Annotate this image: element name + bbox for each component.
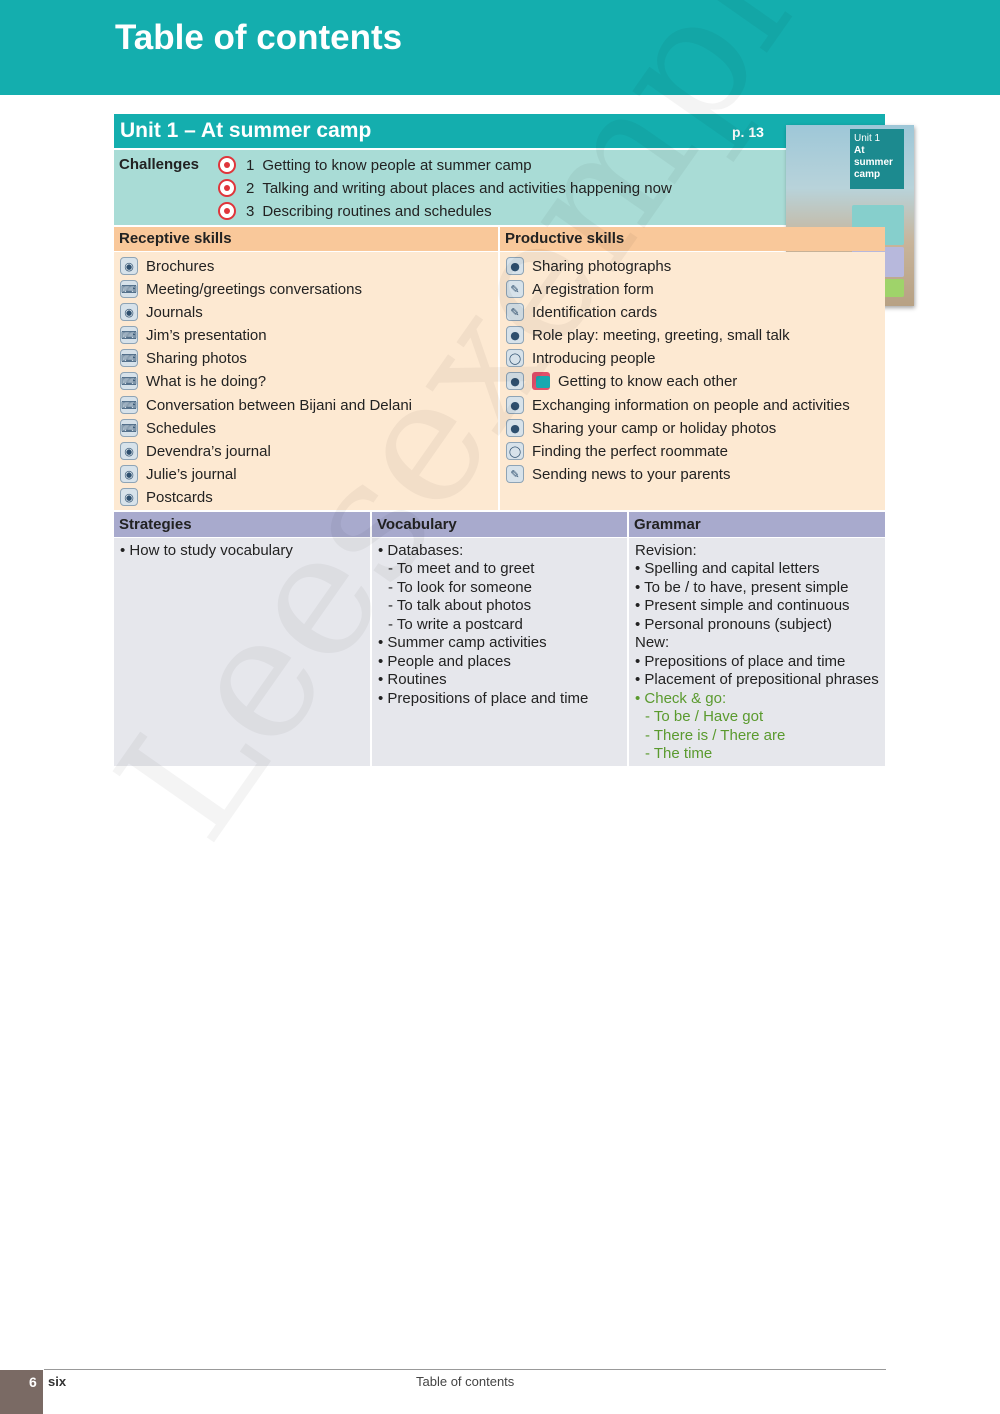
list-item bbox=[506, 324, 790, 346]
cover-title-3: camp bbox=[854, 169, 881, 180]
list-item bbox=[506, 370, 737, 392]
cover-unit: Unit 1 bbox=[854, 133, 881, 144]
challenge-item bbox=[218, 177, 672, 199]
list-item-label: Introducing people bbox=[532, 349, 656, 367]
unit-page-ref: p. 13 bbox=[732, 124, 764, 140]
list-item bbox=[120, 278, 362, 300]
list-item bbox=[120, 394, 412, 416]
writing-icon: ✎ bbox=[506, 303, 524, 321]
list-item-label: Devendra’s journal bbox=[146, 442, 271, 460]
page-number: 6 bbox=[29, 1374, 37, 1390]
listening-icon: ⌨ bbox=[120, 372, 138, 390]
grammar-line: New: bbox=[635, 634, 670, 651]
list-item bbox=[120, 370, 266, 392]
listening-icon: ⌨ bbox=[120, 419, 138, 437]
grammar-line: • Check & go: bbox=[635, 690, 727, 707]
list-item bbox=[120, 347, 247, 369]
speaking-icon: ● bbox=[506, 372, 524, 390]
speaking-icon: ● bbox=[506, 396, 524, 414]
challenge-number: 2 bbox=[246, 179, 255, 197]
list-item-label: Sharing photographs bbox=[532, 257, 672, 275]
list-item-label: Conversation between Bijani and Delani bbox=[146, 396, 413, 414]
vocabulary-line: • Prepositions of place and time bbox=[378, 690, 589, 707]
list-item-label: Role play: meeting, greeting, small talk bbox=[532, 326, 790, 344]
list-item bbox=[506, 278, 654, 300]
challenges-panel bbox=[114, 150, 885, 225]
reading-icon: ◉ bbox=[120, 303, 138, 321]
listening-icon: ⌨ bbox=[120, 280, 138, 298]
target-icon bbox=[218, 202, 236, 220]
presenting-icon: ◯ bbox=[506, 442, 524, 460]
list-item-label: Journals bbox=[146, 303, 203, 321]
list-item-label: Meeting/greetings conversations bbox=[146, 280, 362, 298]
vocabulary-line: - To talk about photos bbox=[388, 597, 532, 614]
vocabulary-line: • Routines bbox=[378, 671, 447, 688]
writing-icon: ✎ bbox=[506, 280, 524, 298]
presenting-icon: ◯ bbox=[506, 349, 524, 367]
list-item-label: Sharing your camp or holiday photos bbox=[532, 419, 777, 437]
cards-icon bbox=[532, 372, 550, 390]
footer-divider bbox=[44, 1369, 886, 1370]
unit-title-bar bbox=[114, 114, 885, 148]
page-title: Table of contents bbox=[115, 18, 403, 57]
list-item bbox=[120, 255, 214, 277]
list-item-label: Identification cards bbox=[532, 303, 658, 321]
list-item-label: Getting to know each other bbox=[558, 372, 738, 390]
list-item-label: Postcards bbox=[146, 488, 213, 506]
target-icon bbox=[218, 156, 236, 174]
cover-title-1: At bbox=[854, 145, 865, 156]
grammar-line: • Present simple and continuous bbox=[635, 597, 850, 614]
vocabulary-line: • People and places bbox=[378, 653, 511, 670]
reading-icon: ◉ bbox=[120, 488, 138, 506]
list-item-label: A registration form bbox=[532, 280, 654, 298]
reading-icon: ◉ bbox=[120, 257, 138, 275]
list-item bbox=[120, 301, 203, 323]
vocabulary-line: - To meet and to greet bbox=[388, 560, 535, 577]
challenge-item bbox=[218, 154, 532, 176]
grammar-line: - To be / Have got bbox=[645, 708, 764, 725]
list-item bbox=[506, 463, 730, 485]
list-item bbox=[120, 324, 267, 346]
list-item bbox=[120, 486, 213, 508]
list-item-label: What is he doing? bbox=[146, 372, 267, 390]
list-item-label: Exchanging information on people and activities bbox=[532, 396, 850, 414]
writing-icon: ✎ bbox=[506, 465, 524, 483]
speaking-icon: ● bbox=[506, 257, 524, 275]
list-item bbox=[506, 347, 655, 369]
list-item-label: Brochures bbox=[146, 257, 215, 275]
productive-skills-heading: Productive skills bbox=[500, 227, 885, 251]
list-item bbox=[120, 440, 271, 462]
speaking-icon: ● bbox=[506, 326, 524, 344]
list-item bbox=[120, 417, 216, 439]
vocabulary-line: - To look for someone bbox=[388, 579, 532, 596]
list-item bbox=[506, 440, 728, 462]
cover-title-box bbox=[850, 129, 904, 189]
listening-icon: ⌨ bbox=[120, 326, 138, 344]
reading-icon: ◉ bbox=[120, 465, 138, 483]
page-header bbox=[0, 0, 1000, 95]
target-icon bbox=[218, 179, 236, 197]
grammar-line: • Personal pronouns (subject) bbox=[635, 616, 833, 633]
grammar-line: - The time bbox=[645, 745, 713, 762]
challenge-item bbox=[218, 200, 492, 222]
grammar-line: • Spelling and capital letters bbox=[635, 560, 820, 577]
listening-icon: ⌨ bbox=[120, 396, 138, 414]
grammar-line: • To be / to have, present simple bbox=[635, 579, 849, 596]
strategies-heading: Strategies bbox=[114, 512, 370, 537]
list-item-label: Jim’s presentation bbox=[146, 326, 267, 344]
grammar-line: • Placement of prepositional phrases bbox=[635, 671, 879, 688]
strategy-item: • How to study vocabulary bbox=[120, 542, 293, 559]
receptive-skills-heading: Receptive skills bbox=[114, 227, 498, 251]
list-item bbox=[120, 463, 237, 485]
grammar-line: - There is / There are bbox=[645, 727, 786, 744]
list-item-label: Finding the perfect roommate bbox=[532, 442, 728, 460]
grammar-line: Revision: bbox=[635, 542, 697, 559]
challenge-number: 1 bbox=[246, 156, 255, 174]
challenge-number: 3 bbox=[246, 202, 255, 220]
footer-section-title: Table of contents bbox=[416, 1374, 515, 1389]
challenge-text: Getting to know people at summer camp bbox=[262, 156, 532, 174]
vocabulary-line: • Summer camp activities bbox=[378, 634, 547, 651]
page-number-word: six bbox=[48, 1374, 67, 1389]
list-item-label: Schedules bbox=[146, 419, 217, 437]
speaking-icon: ● bbox=[506, 419, 524, 437]
unit-title: Unit 1 – At summer camp bbox=[120, 119, 372, 142]
list-item-label: Sending news to your parents bbox=[532, 465, 731, 483]
cover-title-2: summer bbox=[854, 157, 893, 168]
list-item-label: Sharing photos bbox=[146, 349, 247, 367]
vocabulary-heading: Vocabulary bbox=[372, 512, 627, 537]
listening-icon: ⌨ bbox=[120, 349, 138, 367]
list-item bbox=[506, 417, 776, 439]
strategies-panel bbox=[114, 538, 370, 766]
grammar-heading: Grammar bbox=[629, 512, 885, 537]
list-item-label: Julie’s journal bbox=[146, 465, 237, 483]
grammar-line: • Prepositions of place and time bbox=[635, 653, 846, 670]
list-item bbox=[506, 255, 671, 277]
challenge-text: Describing routines and schedules bbox=[262, 202, 492, 220]
reading-icon: ◉ bbox=[120, 442, 138, 460]
challenges-label: Challenges bbox=[119, 156, 200, 173]
vocabulary-line: - To write a postcard bbox=[388, 616, 523, 633]
list-item bbox=[506, 301, 657, 323]
challenge-text: Talking and writing about places and activities happening now bbox=[262, 179, 672, 197]
list-item bbox=[506, 394, 850, 416]
vocabulary-line: • Databases: bbox=[378, 542, 464, 559]
